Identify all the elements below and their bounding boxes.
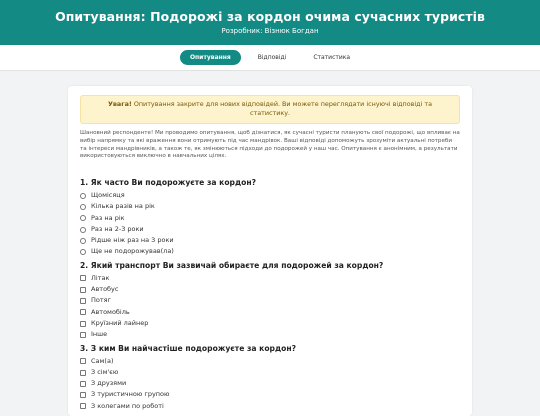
checkbox[interactable] [80,287,86,293]
author-line: Розробник: Візнюк Богдан [221,27,319,35]
survey-intro: Шановний респонденте! Ми проводимо опитування, щоб дізнатися, як сучасні туристи планують свої подорожі, що впливає на вибір напрямку та які враження вони отримують під час мандрівок. Ваші відповіді допоможуть зрозуміти актуальні потреби та інтереси мандрівників, а також те, як змінюються підходи до подорожей у наш час. Опитування є анонімним, а результати використовуються виключно в навчальних цілях. [80,130,460,160]
nav-tabs [0,45,540,71]
option-several-per-year[interactable]: Кілька разів на рік [80,201,460,212]
question-title: 2. Який транспорт Ви зазвичай обираєте для подорожей за кордон? [80,260,384,270]
checkbox[interactable] [80,321,86,327]
option-car[interactable]: Автомобіль [80,307,460,318]
option-monthly[interactable]: Щомісяця [80,190,460,201]
question-2 [80,261,460,341]
radio-button[interactable] [80,193,86,199]
question-title: 1. Як часто Ви подорожуєте за кордон? [80,178,256,187]
checkbox[interactable] [80,392,86,398]
option-other[interactable]: Інше [80,329,460,340]
checkbox[interactable] [80,370,86,376]
checkbox[interactable] [80,298,86,304]
checkbox[interactable] [80,275,86,281]
tab-statistics[interactable]: Статистика [313,54,351,61]
tab-answers[interactable]: Відповіді [257,54,287,61]
option-once-a-year[interactable]: Раз на рік [80,213,460,224]
checkbox[interactable] [80,309,86,315]
checkbox[interactable] [80,358,86,364]
checkbox[interactable] [80,332,86,338]
radio-button[interactable] [80,249,86,255]
option-family[interactable]: З сім'єю [80,367,460,378]
option-alone[interactable]: Сам(а) [80,356,460,367]
closed-alert [80,95,460,124]
radio-button[interactable] [80,238,86,244]
question-title: 3. З ким Ви найчастіше подорожуєте за кордон? [80,343,296,353]
option-tour-group[interactable]: З туристичною групою [80,389,460,400]
option-bus[interactable]: Автобус [80,284,460,295]
option-less-often[interactable]: Рідше ніж раз на 3 роки [80,235,460,246]
option-cruise[interactable]: Круїзний лайнер [80,318,460,329]
alert-text: Опитування закрите для нових відповідей. Ви можете переглядати існуючі відповіді та статистику. [131,100,433,117]
alert-strong: Увага! [107,100,132,108]
option-never[interactable]: Ще не подорожував(ла) [80,246,460,257]
checkbox[interactable] [80,403,86,409]
checkbox[interactable] [80,381,86,387]
question-3 [80,344,460,412]
option-every-2-3-years[interactable]: Раз на 2-3 роки [80,224,460,235]
option-plane[interactable]: Літак [80,273,460,284]
survey-card [68,86,472,416]
question-1 [80,178,460,258]
option-friends[interactable]: З друзями [80,378,460,389]
radio-button[interactable] [80,204,86,210]
option-colleagues[interactable]: З колегами по роботі [80,401,460,412]
radio-button[interactable] [80,215,86,221]
radio-button[interactable] [80,227,86,233]
option-train[interactable]: Потяг [80,295,460,306]
page-title: Опитування: Подорожі за кордон очима сучасних туристів [55,9,485,24]
app-header [0,0,540,45]
tab-survey[interactable]: Опитування [180,50,241,65]
